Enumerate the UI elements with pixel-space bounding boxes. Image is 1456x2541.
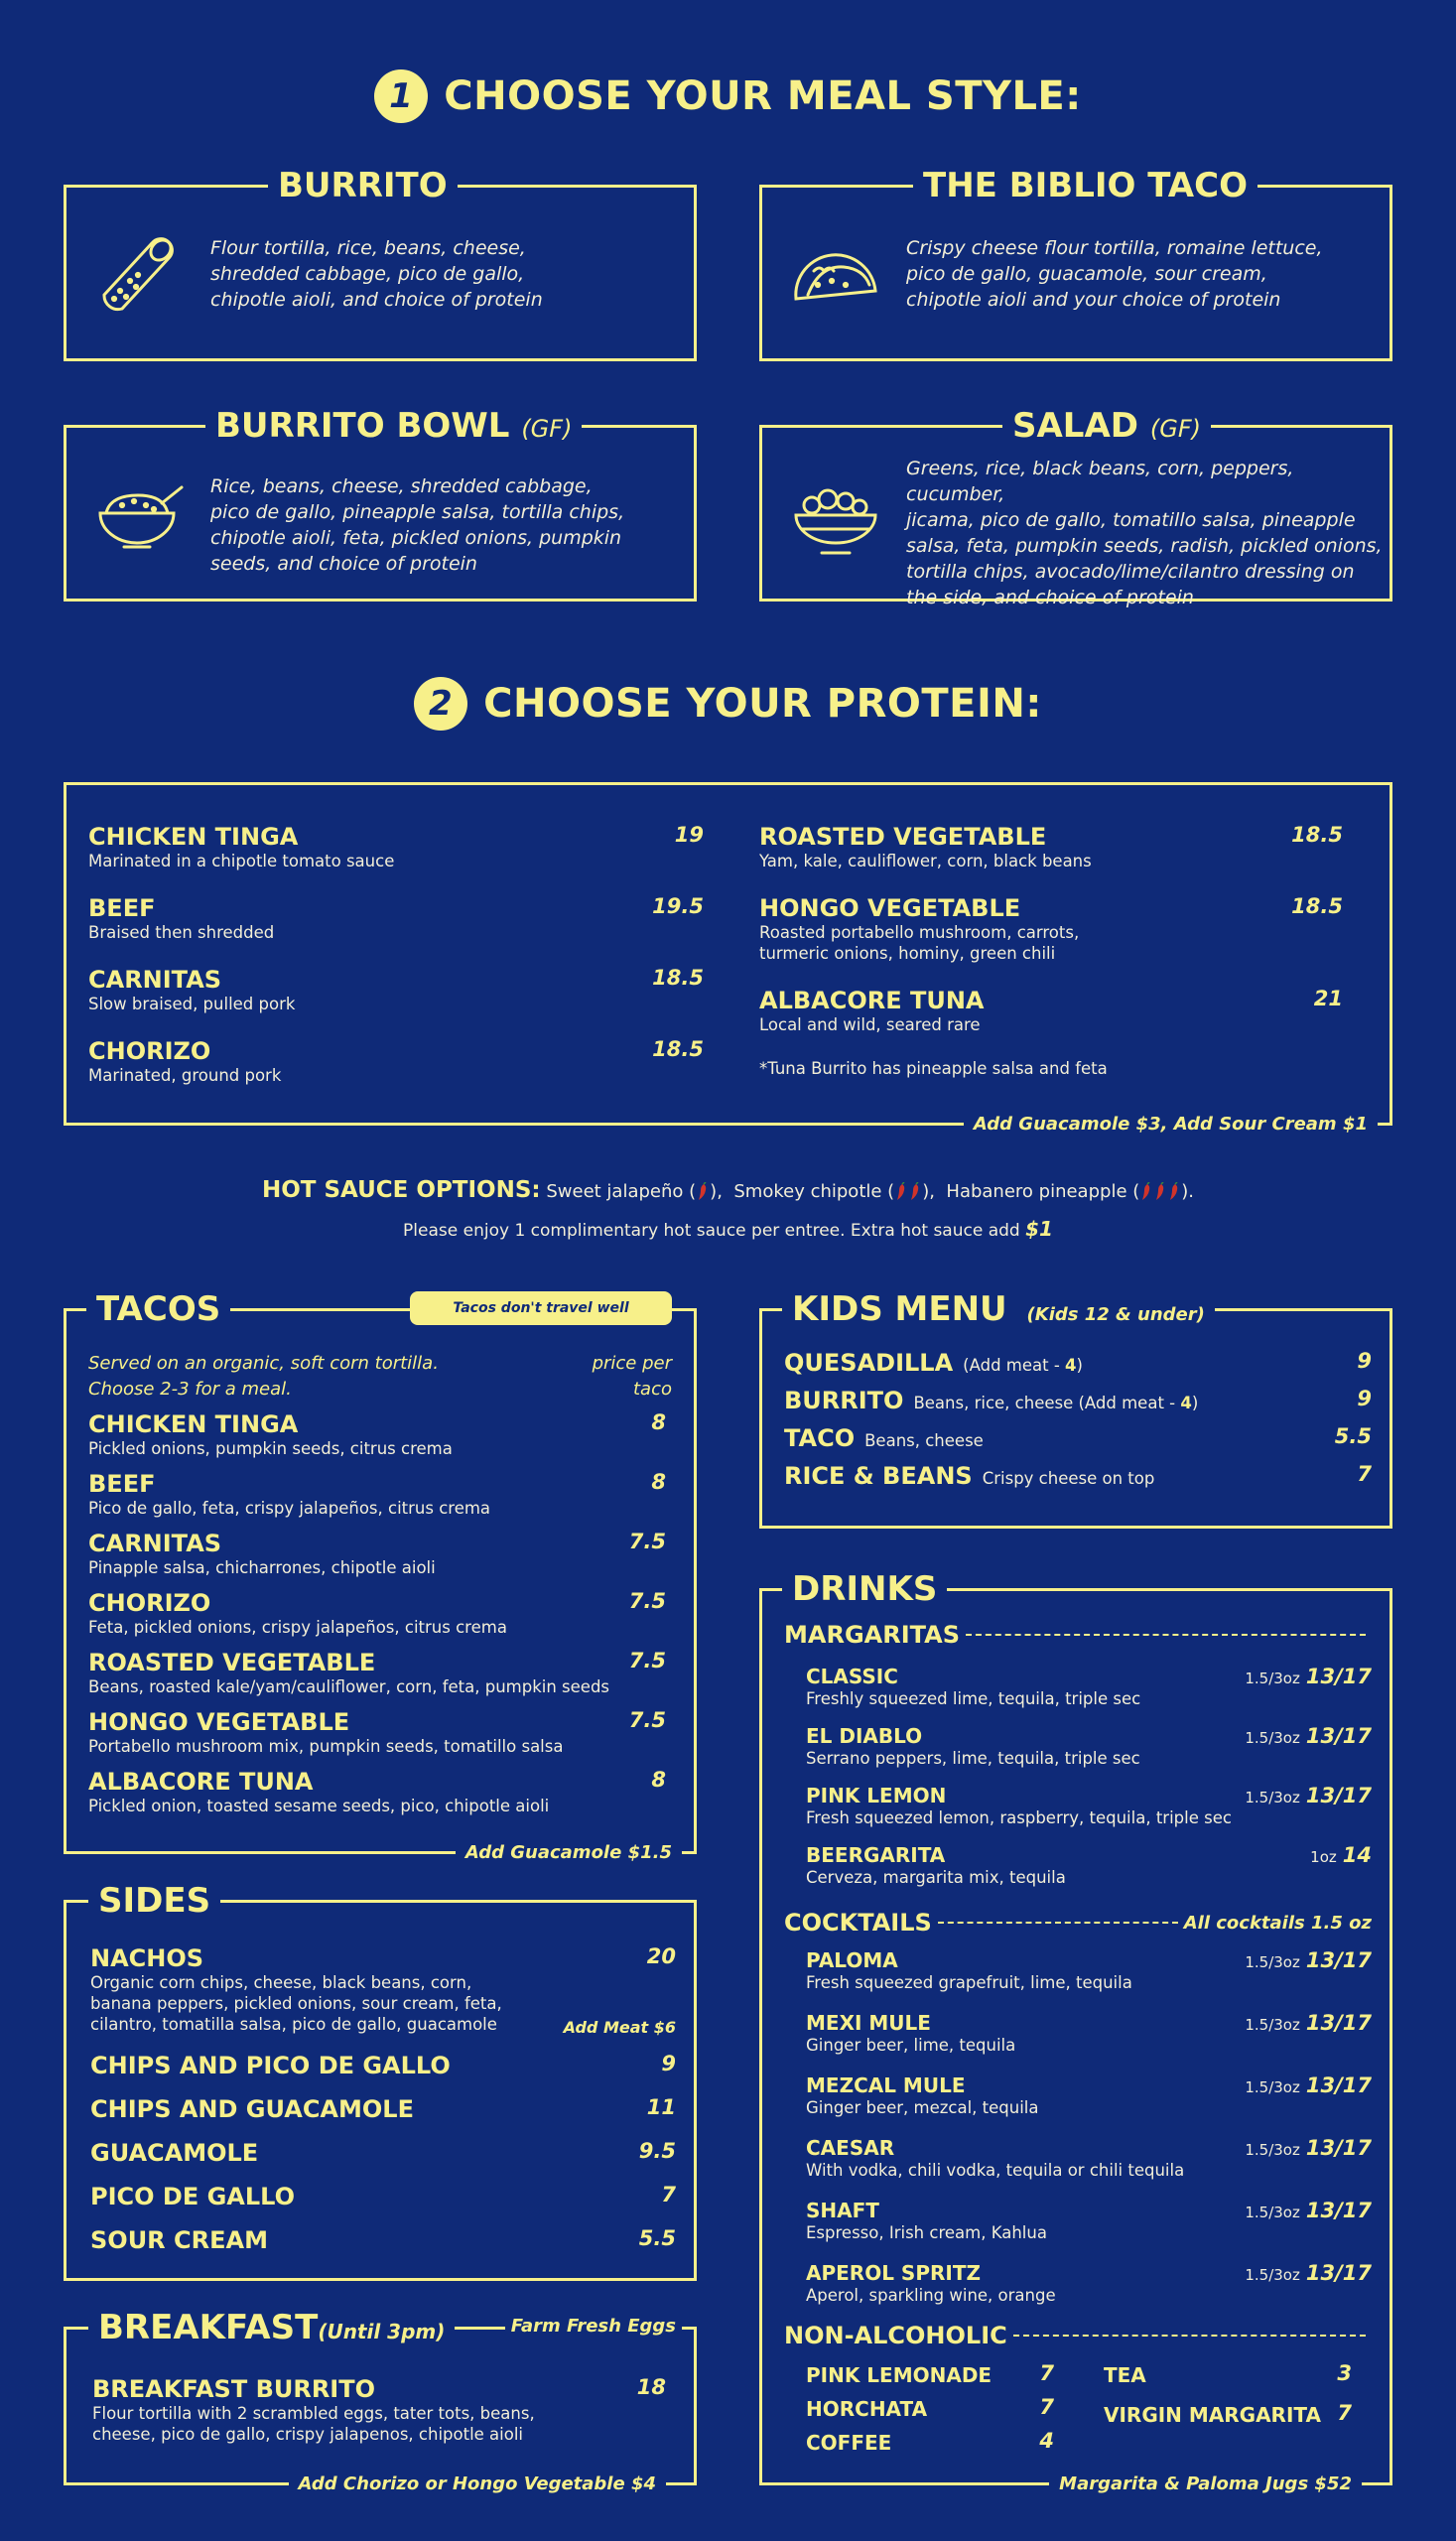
taco-item[interactable] (88, 1410, 674, 1459)
side-item[interactable] (90, 2226, 676, 2254)
protein-footer: Add Guacamole $3, Add Sour Cream $1 (964, 1112, 1378, 1137)
drink-item[interactable] (806, 2199, 1372, 2243)
drink-desc: Espresso, Irish cream, Kahlua (806, 2223, 1047, 2242)
kids-title: KIDS MENU (Kids 12 & under) (782, 1287, 1215, 1337)
taco-name: CHICKEN TINGA (88, 1410, 299, 1438)
kids-price: 9 (1357, 1387, 1372, 1410)
taco-price: 8 (651, 1470, 666, 1494)
drink-name: PINK LEMON (806, 1784, 947, 1807)
drink-item[interactable] (806, 2136, 1372, 2181)
meal-burrito-desc: Flour tortilla, rice, beans, cheese, shredded cabbage, pico de gallo, chipotle aioli, and choice of protein (210, 237, 543, 311)
drink-item[interactable] (806, 1724, 1372, 1769)
drink-price: 1.5/3oz 13/17 (1245, 2261, 1372, 2285)
drink-item[interactable] (806, 1948, 1372, 1993)
breakfast-title: BREAKFAST(Until 3pm) (88, 2306, 455, 2353)
side-name: SOUR CREAM (90, 2226, 268, 2254)
taco-desc: Feta, pickled onions, crispy jalapeños, citrus crema (88, 1618, 507, 1637)
breakfast-footer: Add Chorizo or Hongo Vegetable $4 (289, 2472, 666, 2497)
side-price: 5.5 (638, 2226, 676, 2250)
kids-item[interactable] (784, 1424, 1372, 1452)
drink-price: 7 (1039, 2361, 1054, 2385)
taco-name: CARNITAS (88, 1530, 222, 1557)
kids-item[interactable] (784, 1349, 1372, 1377)
protein-name: HONGO VEGETABLE (759, 894, 1021, 922)
taco-price: 7.5 (628, 1589, 666, 1613)
drink-price: 1.5/3oz 13/17 (1245, 1665, 1372, 1688)
step2-heading (0, 677, 1456, 731)
protein-name: CARNITAS (88, 966, 222, 994)
drink-price: 7 (1039, 2395, 1054, 2419)
protein-item[interactable] (88, 1037, 704, 1086)
taco-desc: Pickled onion, toasted sesame seeds, pico, chipotle aioli (88, 1797, 550, 1815)
breakfast-item[interactable] (92, 2375, 666, 2445)
taco-price: 7.5 (628, 1708, 666, 1732)
drink-item[interactable] (806, 1784, 1372, 1828)
tacos-footer: Add Guacamole $1.5 (456, 1840, 682, 1866)
protein-item[interactable] (759, 987, 1343, 1035)
sides-box (64, 1881, 697, 2281)
non-alcoholic-item[interactable] (1104, 2401, 1352, 2429)
burrito-icon (90, 225, 186, 321)
breakfast-desc: Flour tortilla with 2 scrambled eggs, tater tots, beans, cheese, pico de gallo, crispy jalapenos, chipotle aioli (92, 2404, 535, 2444)
kids-name: QUESADILLA (784, 1349, 954, 1377)
salad-icon (788, 469, 883, 565)
meal-salad-title: SALAD (GF) (1002, 404, 1211, 451)
kids-name: BURRITO (784, 1387, 904, 1414)
meal-burrito-bowl-title: BURRITO BOWL (GF) (205, 404, 582, 451)
taco-name: ROASTED VEGETABLE (88, 1649, 376, 1676)
kids-price: 9 (1357, 1349, 1372, 1373)
meal-burrito-title: BURRITO (268, 164, 458, 207)
drink-name: COFFEE (806, 2431, 892, 2455)
taco-price: 7.5 (628, 1649, 666, 1672)
drink-price: 1.5/3oz 13/17 (1245, 1948, 1372, 1972)
kids-price: 7 (1357, 1462, 1372, 1486)
drink-desc: Fresh squeezed grapefruit, lime, tequila (806, 1973, 1132, 1992)
drink-desc: Ginger beer, mezcal, tequila (806, 2098, 1039, 2117)
side-item[interactable] (90, 2183, 676, 2210)
drink-item[interactable] (806, 1843, 1372, 1888)
drink-name: CLASSIC (806, 1665, 898, 1688)
hot-sauce-option: Habanero pineapple ( ). (946, 1181, 1195, 1202)
drink-name: HORCHATA (806, 2397, 928, 2421)
protein-name: ALBACORE TUNA (759, 987, 985, 1014)
protein-price: 18.5 (652, 966, 704, 990)
hot-sauce-note: Please enjoy 1 complimentary hot sauce per entree. Extra hot sauce add $1 (403, 1217, 1053, 1241)
drink-item[interactable] (806, 2011, 1372, 2056)
taco-desc: Pinapple salsa, chicharrones, chipotle aioli (88, 1558, 436, 1577)
side-name: NACHOS (90, 1944, 204, 1972)
protein-name: CHORIZO (88, 1037, 211, 1065)
drink-price: 4 (1039, 2429, 1054, 2453)
taco-item[interactable] (88, 1768, 674, 1816)
drinks-footer: Margarita & Paloma Jugs $52 (1049, 2472, 1362, 2497)
hot-sauce-line (0, 1177, 1456, 1203)
protein-item[interactable] (759, 894, 1343, 964)
drink-desc: Fresh squeezed lemon, raspberry, tequila, triple sec (806, 1808, 1232, 1827)
non-alcoholic-item[interactable] (1104, 2361, 1352, 2389)
taco-item[interactable] (88, 1589, 674, 1638)
kids-menu-box (759, 1289, 1392, 1529)
protein-price: 19 (674, 823, 704, 847)
meal-salad-box[interactable] (759, 406, 1392, 608)
protein-desc: Roasted portabello mushroom, carrots, turmeric onions, hominy, green chili (759, 923, 1080, 963)
non-alcoholic-item[interactable] (806, 2429, 1054, 2457)
side-name: CHIPS AND PICO DE GALLO (90, 2052, 451, 2079)
meal-burrito-box[interactable] (64, 166, 697, 361)
taco-icon (788, 227, 883, 323)
breakfast-name: BREAKFAST BURRITO (92, 2375, 376, 2403)
kids-name: TACO (784, 1424, 856, 1452)
protein-price: 18.5 (652, 1037, 704, 1061)
step2-title: CHOOSE YOUR PROTEIN: (483, 681, 1042, 727)
protein-item[interactable] (88, 894, 704, 943)
protein-desc: Local and wild, seared rare (759, 1015, 981, 1034)
drink-price: 1.5/3oz 13/17 (1245, 1724, 1372, 1748)
drink-desc: Cerveza, margarita mix, tequila (806, 1868, 1066, 1887)
non-alcoholic-header: NON-ALCOHOLIC (784, 2322, 1372, 2349)
protein-item[interactable] (88, 966, 704, 1014)
drink-name: MEXI MULE (806, 2011, 931, 2035)
margaritas-header: MARGARITAS (784, 1621, 1372, 1649)
side-price: 11 (646, 2095, 676, 2119)
kids-name: RICE & BEANS (784, 1462, 973, 1490)
side-desc: Organic corn chips, cheese, black beans, corn, banana peppers, pickled onions, sour cream, feta, cilantro, tomatilla salsa, pico de gallo, guacamole (90, 1973, 502, 2034)
drink-name: PINK LEMONADE (806, 2363, 993, 2387)
taco-price: 7.5 (628, 1530, 666, 1553)
protein-price: 18.5 (1291, 894, 1343, 918)
protein-name: CHICKEN TINGA (88, 823, 299, 851)
meal-burrito-bowl-desc: Rice, beans, cheese, shredded cabbage, pico de gallo, pineapple salsa, tortilla chips, chipotle aioli, feta, pickled onions, pumpkin seeds, and choice of protein (210, 475, 625, 575)
non-alcoholic-item[interactable] (806, 2395, 1054, 2423)
drink-name: CAESAR (806, 2136, 895, 2160)
side-item[interactable] (90, 2095, 676, 2123)
protein-desc: Marinated, ground pork (88, 1066, 282, 1085)
step1-number: 1 (374, 69, 428, 123)
taco-desc: Beans, roasted kale/yam/cauliflower, corn, feta, pumpkin seeds (88, 1677, 610, 1696)
kids-desc: Beans, rice, cheese (Add meat - 4) (913, 1394, 1199, 1412)
protein-desc: Braised then shredded (88, 923, 275, 942)
side-item-nachos[interactable] (90, 1944, 676, 2035)
nachos-addon: Add Meat $6 (563, 2018, 676, 2037)
taco-name: CHORIZO (88, 1589, 211, 1617)
drinks-title: DRINKS (782, 1567, 947, 1611)
drink-price: 1.5/3oz 13/17 (1245, 2199, 1372, 2222)
pepper-icon (894, 1181, 922, 1202)
taco-name: BEEF (88, 1470, 156, 1498)
drink-desc: Freshly squeezed lime, tequila, triple sec (806, 1689, 1141, 1708)
kids-item[interactable] (784, 1387, 1372, 1414)
protein-price: 18.5 (1291, 823, 1343, 847)
tacos-box (64, 1289, 697, 1863)
protein-name: BEEF (88, 894, 156, 922)
taco-name: HONGO VEGETABLE (88, 1708, 350, 1736)
side-price: 7 (661, 2183, 676, 2207)
taco-item[interactable] (88, 1708, 674, 1757)
drink-desc: With vodka, chili vodka, tequila or chili tequila (806, 2161, 1185, 2180)
kids-desc: (Add meat - 4) (963, 1356, 1083, 1375)
protein-name: ROASTED VEGETABLE (759, 823, 1047, 851)
breakfast-tag: Farm Fresh Eggs (505, 2316, 682, 2337)
side-item[interactable] (90, 2052, 676, 2079)
drinks-box (759, 1569, 1392, 2494)
drink-price: 3 (1337, 2361, 1352, 2385)
taco-name: ALBACORE TUNA (88, 1768, 314, 1796)
protein-price: 21 (1313, 987, 1343, 1010)
drink-price: 1.5/3oz 13/17 (1245, 2011, 1372, 2035)
drink-name: EL DIABLO (806, 1724, 923, 1748)
protein-item[interactable] (759, 823, 1343, 871)
non-alcoholic-item[interactable] (806, 2361, 1054, 2389)
breakfast-box (64, 2308, 697, 2494)
tacos-price-header: price per taco (592, 1353, 672, 1400)
taco-price: 8 (651, 1768, 666, 1792)
drink-name: BEERGARITA (806, 1843, 946, 1867)
drink-item[interactable] (806, 1665, 1372, 1709)
taco-item[interactable] (88, 1530, 674, 1578)
side-name: PICO DE GALLO (90, 2183, 295, 2210)
drink-price: 7 (1337, 2401, 1352, 2425)
step1-title: CHOOSE YOUR MEAL STYLE: (444, 73, 1082, 119)
drink-name: PALOMA (806, 1948, 898, 1972)
side-price: 9 (661, 2052, 676, 2075)
drink-item[interactable] (806, 2073, 1372, 2118)
drink-price: 1.5/3oz 13/17 (1245, 2073, 1372, 2097)
taco-item[interactable] (88, 1470, 674, 1519)
meal-biblio-taco-box[interactable] (759, 166, 1392, 361)
taco-desc: Portabello mushroom mix, pumpkin seeds, tomatillo salsa (88, 1737, 564, 1756)
side-price: 20 (646, 1944, 676, 1968)
drink-name: VIRGIN MARGARITA (1104, 2403, 1321, 2427)
step1-heading (0, 69, 1456, 123)
protein-note: *Tuna Burrito has pineapple salsa and feta (759, 1059, 1108, 1078)
pepper-icon (696, 1181, 710, 1202)
kids-desc: Beans, cheese (864, 1431, 984, 1450)
protein-box (64, 782, 1392, 1135)
kids-price: 5.5 (1334, 1424, 1372, 1448)
drink-name: TEA (1104, 2363, 1146, 2387)
drink-desc: Ginger beer, lime, tequila (806, 2036, 1016, 2055)
drink-item[interactable] (806, 2261, 1372, 2306)
hot-sauce-option: Smokey chipotle ( ), (733, 1181, 935, 1202)
taco-desc: Pico de gallo, feta, crispy jalapeños, citrus crema (88, 1499, 491, 1518)
meal-biblio-taco-title: THE BIBLIO TACO (913, 164, 1257, 207)
drink-price: 1oz 14 (1310, 1843, 1372, 1867)
protein-desc: Yam, kale, cauliflower, corn, black beans (759, 852, 1092, 870)
pepper-icon (1139, 1181, 1181, 1202)
taco-price: 8 (651, 1410, 666, 1434)
side-price: 9.5 (638, 2139, 676, 2163)
breakfast-price: 18 (636, 2375, 666, 2399)
drink-desc: Serrano peppers, lime, tequila, triple sec (806, 1749, 1140, 1768)
tacos-title: TACOS (86, 1287, 230, 1331)
cocktails-header: COCKTAILS All cocktails 1.5 oz (784, 1909, 1372, 1937)
drink-price: 1.5/3oz 13/17 (1245, 1784, 1372, 1807)
taco-item[interactable] (88, 1649, 674, 1697)
taco-desc: Pickled onions, pumpkin seeds, citrus crema (88, 1439, 453, 1458)
protein-price: 19.5 (652, 894, 704, 918)
tacos-intro: Served on an organic, soft corn tortilla. Choose 2-3 for a meal. (88, 1353, 439, 1400)
step2-number: 2 (414, 677, 467, 731)
drink-price: 1.5/3oz 13/17 (1245, 2136, 1372, 2160)
kids-desc: Crispy cheese on top (982, 1469, 1155, 1488)
protein-desc: Slow braised, pulled pork (88, 995, 296, 1013)
drink-name: MEZCAL MULE (806, 2073, 966, 2097)
drink-name: SHAFT (806, 2199, 879, 2222)
bowl-icon (92, 468, 188, 563)
meal-salad-desc: Greens, rice, black beans, corn, peppers, cucumber, jicama, pico de gallo, tomatillo salsa, pineapple salsa, feta, pumpkin seeds, radish, pickled onions, tortilla chips, avocado/lime/cilantro dressing on the side, and choice of protein (906, 458, 1383, 608)
side-item[interactable] (90, 2139, 676, 2167)
meal-burrito-bowl-box[interactable] (64, 406, 697, 602)
side-name: GUACAMOLE (90, 2139, 259, 2167)
drink-desc: Aperol, sparkling wine, orange (806, 2286, 1056, 2305)
hot-sauce-option: Sweet jalapeño ( ), (546, 1181, 723, 1202)
kids-item[interactable] (784, 1462, 1372, 1490)
drink-name: APEROL SPRITZ (806, 2261, 981, 2285)
sides-title: SIDES (88, 1879, 220, 1923)
protein-desc: Marinated in a chipotle tomato sauce (88, 852, 395, 870)
meal-biblio-taco-desc: Crispy cheese flour tortilla, romaine lettuce, pico de gallo, guacamole, sour cream, chipotle aioli and your choice of protein (906, 237, 1323, 311)
tacos-badge: Tacos don't travel well (410, 1291, 672, 1325)
protein-item[interactable] (88, 823, 704, 871)
side-name: CHIPS AND GUACAMOLE (90, 2095, 414, 2123)
hot-sauce-label: HOT SAUCE OPTIONS: (261, 1177, 541, 1203)
